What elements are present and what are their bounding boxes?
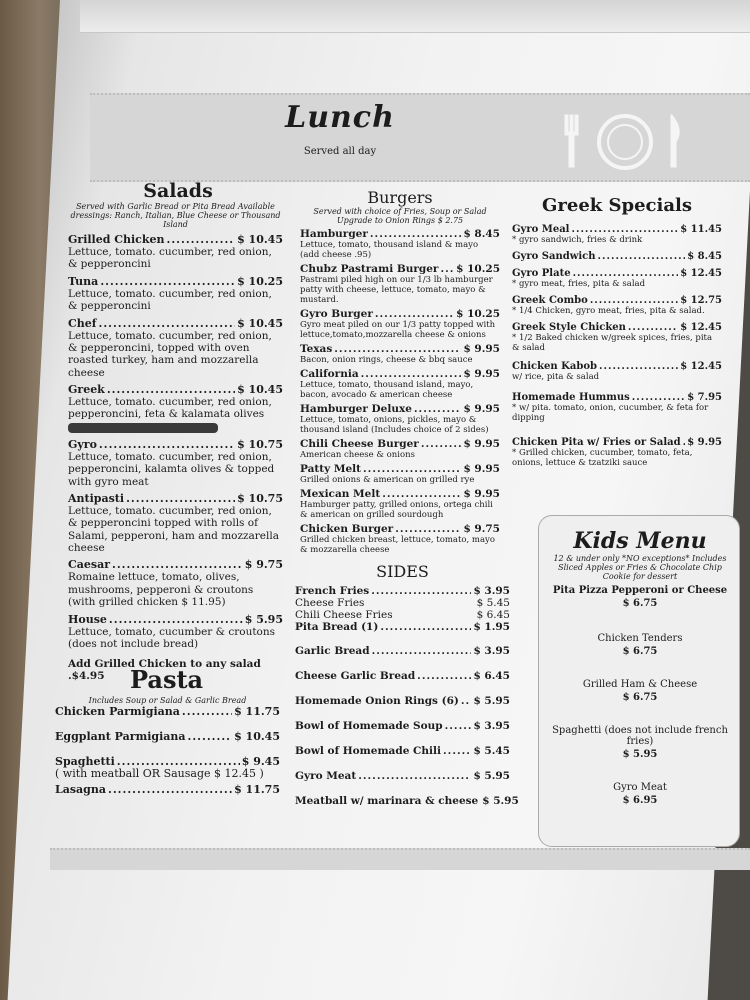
kids-item bbox=[545, 585, 735, 609]
item-description: Lettuce, tomato. cucumber, red onion, & pepperoncini topped with rolls of Salami, pepperoni, ham and mozzarella cheese bbox=[68, 504, 279, 554]
item-name: Homemade Hummus bbox=[512, 392, 630, 404]
side-price: $ 3.95 bbox=[473, 645, 510, 657]
dot-leader bbox=[361, 368, 462, 380]
item-price: $ 5.95 bbox=[244, 612, 283, 626]
dot-leader bbox=[358, 770, 471, 782]
dot-leader bbox=[628, 322, 678, 333]
menu-item bbox=[512, 295, 722, 316]
item-price: $ 9.95 bbox=[463, 438, 500, 451]
item-name: Greek bbox=[68, 383, 105, 396]
item-name: Chubz Pastrami Burger bbox=[300, 263, 439, 276]
item-description: Lettuce, tomato. cucumber, red onion, pepperoncini, kalamta olives & topped with gyro meat bbox=[68, 450, 275, 488]
menu-item bbox=[68, 233, 283, 271]
burgers-title: Burgers bbox=[367, 188, 433, 207]
menu-item bbox=[512, 268, 722, 289]
menu-item-row bbox=[68, 438, 283, 451]
item-name: Texas bbox=[300, 343, 333, 356]
menu-item bbox=[300, 228, 500, 260]
item-name: Patty Melt bbox=[300, 463, 362, 476]
side-name: Bowl of Homemade Chili bbox=[295, 745, 442, 757]
item-description: Bacon, onion rings, cheese & bbq sauce bbox=[300, 355, 473, 366]
item-name: Gyro bbox=[68, 437, 97, 451]
menu-item-row bbox=[512, 295, 722, 306]
side-name: French Fries bbox=[295, 585, 370, 597]
item-description: Gyro meat piled on our 1/3 patty topped with lettuce,tomato,mozzarella cheese & onions bbox=[300, 320, 496, 341]
item-name: Greek Combo bbox=[512, 295, 588, 307]
item-price: $ 10.45 bbox=[234, 730, 280, 743]
menu-item-row bbox=[300, 403, 500, 415]
item-description: w/ rice, pita & salad bbox=[512, 372, 600, 383]
item-price: $ 8.45 bbox=[463, 228, 500, 240]
kids-item-price: $ 6.75 bbox=[622, 646, 658, 657]
item-price: $ 9.95 bbox=[463, 463, 500, 476]
item-name: California bbox=[300, 368, 359, 381]
menu-item-row bbox=[55, 783, 280, 796]
menu-item-row bbox=[300, 438, 500, 450]
item-name: Antipasti bbox=[68, 491, 125, 505]
menu-item bbox=[68, 317, 283, 380]
pasta-section bbox=[55, 665, 280, 796]
item-description: Lettuce, tomato, cucumber & croutons (does not include bread) bbox=[68, 625, 276, 650]
menu-item-row bbox=[512, 437, 722, 448]
item-price: $ 11.75 bbox=[234, 782, 280, 796]
menu-item-row bbox=[512, 268, 722, 279]
item-price: $ 11.75 bbox=[234, 705, 280, 718]
side-price: $ 3.95 bbox=[473, 720, 510, 732]
side-row bbox=[295, 609, 510, 621]
menu-item-row bbox=[300, 263, 500, 275]
redacted-line bbox=[68, 421, 283, 434]
side-name: Cheese Garlic Bread bbox=[295, 670, 416, 682]
item-price: $ 10.75 bbox=[237, 437, 283, 451]
menu-item-row bbox=[68, 558, 283, 571]
menu-item bbox=[512, 251, 722, 262]
item-price: $ 10.25 bbox=[456, 308, 500, 321]
item-name: Greek Style Chicken bbox=[512, 322, 626, 334]
side-name: Homemade Onion Rings (6) bbox=[295, 695, 459, 707]
pasta-note: Includes Soup or Salad & Garlic Bread bbox=[88, 696, 247, 705]
item-price: $ 10.45 bbox=[237, 316, 283, 330]
menu-item-row bbox=[512, 392, 722, 403]
menu-item bbox=[512, 224, 722, 245]
dot-leader bbox=[417, 670, 471, 682]
kids-item-name: Grilled Ham & Cheese bbox=[582, 679, 698, 690]
item-price: $ 10.75 bbox=[237, 491, 283, 505]
side-row bbox=[295, 720, 510, 732]
side-name: Meatball w/ marinara & cheese bbox=[295, 795, 479, 807]
kids-item bbox=[545, 679, 735, 703]
menu-item-row bbox=[68, 492, 283, 505]
menu-item-row bbox=[300, 228, 500, 240]
item-price: $ 9.45 bbox=[241, 755, 280, 768]
dot-leader bbox=[445, 720, 472, 732]
item-description: American cheese & onions bbox=[300, 450, 415, 461]
side-price: $ 5.95 bbox=[473, 695, 510, 707]
menu-item bbox=[512, 322, 722, 353]
item-price: $ 8.45 bbox=[687, 251, 722, 263]
menu-item bbox=[300, 368, 500, 400]
item-name: Caesar bbox=[68, 558, 110, 572]
menu-item-row bbox=[512, 251, 722, 262]
dot-leader bbox=[112, 558, 243, 571]
side-price: $ 6.45 bbox=[473, 670, 510, 682]
side-row bbox=[295, 795, 519, 807]
item-name: Hamburger bbox=[300, 228, 368, 240]
item-description: Lettuce, tomato. cucumber, red onion, pepperoncini, feta & kalamata olives bbox=[68, 396, 272, 421]
dot-leader bbox=[109, 613, 243, 626]
kids-note: 12 & under only *NO exceptions* Includes Sliced Apples or Fries & Chocolate Chip Cookie for dessert bbox=[553, 554, 727, 581]
side-price: $ 1.95 bbox=[473, 621, 510, 633]
sides-title: SIDES bbox=[376, 562, 429, 581]
menu-item bbox=[512, 392, 722, 423]
dot-leader bbox=[598, 251, 686, 262]
menu-item-row bbox=[68, 613, 283, 626]
dot-leader bbox=[100, 275, 235, 288]
kids-item-name: Gyro Meat bbox=[613, 782, 667, 793]
paper-fold bbox=[80, 0, 750, 33]
item-name: Eggplant Parmigiana bbox=[55, 730, 186, 743]
menu-item bbox=[55, 730, 280, 743]
menu-item-row bbox=[300, 368, 500, 380]
menu-item bbox=[300, 263, 500, 305]
item-name: Gyro Sandwich bbox=[512, 251, 596, 263]
side-row bbox=[295, 695, 510, 707]
item-description: Grilled chicken breast, lettuce, tomato, mayo & mozzarella cheese bbox=[300, 535, 495, 556]
menu-item bbox=[512, 361, 722, 382]
dot-leader bbox=[108, 783, 232, 796]
side-price: $ 3.95 bbox=[473, 585, 510, 597]
page-subtitle: Served all day bbox=[303, 146, 377, 157]
menu-item-row bbox=[68, 317, 283, 330]
greek-section bbox=[512, 195, 722, 468]
burgers-section bbox=[300, 188, 500, 555]
menu-item bbox=[55, 783, 280, 796]
menu-item-row bbox=[300, 488, 500, 500]
kids-item bbox=[545, 782, 735, 806]
item-description: Grilled onions & american on grilled rye bbox=[300, 475, 475, 486]
menu-item-row bbox=[55, 730, 280, 743]
menu-item bbox=[55, 705, 280, 718]
item-price: $ 12.45 bbox=[680, 361, 722, 373]
kids-item bbox=[545, 725, 735, 760]
menu-item-row bbox=[55, 705, 280, 718]
item-price: $ 9.95 bbox=[463, 368, 500, 381]
sides-section bbox=[295, 562, 519, 807]
item-description: Pastrami piled high on our 1/3 lb hamburger patty with cheese, lettuce, tomato, mayo & mustard. bbox=[300, 275, 493, 306]
item-price: $ 9.75 bbox=[244, 558, 283, 572]
item-name: Spaghetti bbox=[55, 755, 115, 768]
dot-leader bbox=[683, 437, 686, 448]
item-name: Chicken Kabob bbox=[512, 361, 597, 373]
dot-leader bbox=[107, 383, 235, 396]
item-price: $ 10.25 bbox=[456, 263, 500, 276]
dot-leader bbox=[167, 233, 236, 246]
item-name: Mexican Melt bbox=[300, 488, 381, 501]
kids-item-price: $ 6.95 bbox=[622, 795, 658, 806]
menu-item bbox=[68, 492, 283, 555]
side-name: Pita Bread (1) bbox=[295, 621, 379, 633]
dot-leader bbox=[573, 268, 679, 279]
salad-addon: Add Grilled Chicken to any salad .$4.95 bbox=[68, 658, 261, 683]
item-name: Hamburger Deluxe bbox=[300, 403, 412, 416]
menu-item bbox=[68, 275, 283, 313]
item-price: $ 7.95 bbox=[687, 392, 722, 404]
dot-leader bbox=[370, 228, 462, 240]
kids-item-name: Chicken Tenders bbox=[597, 633, 683, 644]
salads-note: Served with Garlic Bread or Pita Bread Available dressings: Ranch, Italian, Blue Cheese or Thousand Island bbox=[70, 202, 281, 229]
dot-leader bbox=[363, 463, 461, 475]
side-price: $ 5.95 bbox=[473, 770, 510, 782]
item-price: $ 9.75 bbox=[463, 523, 500, 536]
item-description: Lettuce, tomato, thousand island & mayo (add cheese .95) bbox=[300, 240, 479, 261]
burgers-note: Served with choice of Fries, Soup or Salad Upgrade to Onion Rings $ 2.75 bbox=[313, 207, 487, 225]
menu-item-row bbox=[68, 275, 283, 288]
side-row bbox=[295, 770, 510, 782]
item-price: $ 9.95 bbox=[687, 437, 722, 449]
kids-item bbox=[545, 633, 735, 657]
item-description: Romaine lettuce, tomato, olives, mushrooms, pepperoni & croutons (with grilled chicken $ 11.95) bbox=[68, 571, 254, 609]
item-description: * Grilled chicken, cucumber, tomato, feta, onions, lettuce & tzatziki sauce bbox=[512, 448, 693, 469]
side-price: $ 5.95 bbox=[482, 795, 519, 807]
dot-leader bbox=[380, 621, 471, 633]
item-name: Chicken Parmigiana bbox=[55, 705, 180, 718]
menu-item-row bbox=[300, 308, 500, 320]
item-price: $ 9.95 bbox=[463, 403, 500, 416]
side-row bbox=[295, 670, 510, 682]
kids-item-price: $ 6.75 bbox=[622, 692, 658, 703]
kids-item-price: $ 6.75 bbox=[622, 598, 658, 609]
dot-leader bbox=[98, 317, 235, 330]
dot-leader bbox=[440, 263, 454, 275]
menu-item-row bbox=[68, 383, 283, 396]
side-name: Bowl of Homemade Soup bbox=[295, 720, 443, 732]
menu-item-row bbox=[512, 322, 722, 333]
item-description: ( with meatball OR Sausage $ 12.45 ) bbox=[55, 767, 264, 780]
side-price: $ 5.45 bbox=[476, 597, 510, 609]
item-name: Grilled Chicken bbox=[68, 233, 165, 246]
redaction-bar bbox=[68, 423, 218, 433]
dot-leader bbox=[334, 343, 461, 355]
dot-leader bbox=[414, 403, 462, 415]
menu-item bbox=[300, 438, 500, 460]
plate-cutlery-icon bbox=[560, 110, 690, 170]
page-title: Lunch bbox=[285, 100, 395, 135]
side-row bbox=[295, 597, 510, 609]
dot-leader bbox=[443, 745, 471, 757]
item-name: House bbox=[68, 612, 107, 626]
side-name: Chili Cheese Fries bbox=[295, 609, 393, 621]
item-price: $ 12.45 bbox=[680, 268, 722, 280]
item-description: * w/ pita. tomato, onion, cucumber, & feta for dipping bbox=[512, 403, 709, 424]
dot-leader bbox=[188, 730, 233, 743]
menu-item bbox=[300, 463, 500, 485]
menu-item bbox=[68, 438, 283, 488]
side-price: $ 5.45 bbox=[473, 745, 510, 757]
dot-leader bbox=[571, 224, 678, 235]
item-price: $ 9.95 bbox=[463, 343, 500, 356]
menu-item-row bbox=[300, 343, 500, 355]
item-description: * gyro meat, fries, pita & salad bbox=[512, 279, 646, 290]
item-price: $ 9.95 bbox=[463, 488, 500, 501]
kids-section bbox=[545, 528, 735, 806]
side-price: $ 6.45 bbox=[476, 609, 510, 621]
item-name: Chicken Pita w/ Fries or Salad bbox=[512, 437, 681, 449]
dot-leader bbox=[182, 705, 232, 718]
side-row bbox=[295, 645, 510, 657]
dot-leader bbox=[461, 695, 472, 707]
menu-item bbox=[68, 613, 283, 651]
item-price: $ 10.25 bbox=[237, 274, 283, 288]
item-price: $ 12.45 bbox=[680, 322, 722, 334]
menu-item bbox=[512, 437, 722, 468]
menu-item bbox=[300, 523, 500, 555]
item-description: Lettuce, tomato. cucumber, red onion, & pepperoncini bbox=[68, 246, 272, 271]
menu-item-row bbox=[512, 224, 722, 235]
item-description: Lettuce, tomato, onions, pickles, mayo & thousand island (Includes choice of 2 sides) bbox=[300, 415, 489, 436]
item-name: Chef bbox=[68, 316, 97, 330]
side-row bbox=[295, 585, 510, 597]
item-description: Hamburger patty, grilled onions, ortega chili & american on grilled sourdough bbox=[300, 500, 493, 521]
item-description: Lettuce, tomato. cucumber, red onion, & pepperoncini, topped with oven roasted turkey, ham and mozzarella cheese bbox=[68, 329, 272, 379]
menu-item-row bbox=[512, 361, 722, 372]
item-description: Lettuce, tomato, thousand island, mayo, bacon, avocado & american cheese bbox=[300, 380, 474, 401]
kids-item-name: Pita Pizza Pepperoni or Cheese bbox=[552, 585, 728, 596]
greek-title: Greek Specials bbox=[542, 195, 692, 216]
item-description: * 1/4 Chicken, gyro meat, fries, pita & salad. bbox=[512, 306, 705, 317]
dot-leader bbox=[395, 523, 461, 535]
dot-leader bbox=[126, 492, 235, 505]
menu-item-row bbox=[300, 463, 500, 475]
menu-item-row bbox=[68, 233, 283, 246]
dot-leader bbox=[99, 438, 235, 451]
menu-item bbox=[300, 308, 500, 340]
item-name: Gyro Burger bbox=[300, 308, 373, 321]
dot-leader bbox=[421, 438, 462, 450]
menu-item-row bbox=[300, 523, 500, 535]
kids-title: Kids Menu bbox=[573, 528, 707, 554]
dot-leader bbox=[375, 308, 454, 320]
menu-item bbox=[300, 403, 500, 435]
dot-leader bbox=[599, 361, 678, 372]
dot-leader bbox=[632, 392, 685, 403]
menu-item bbox=[68, 383, 283, 434]
item-name: Chili Cheese Burger bbox=[300, 438, 419, 451]
item-price: $ 10.45 bbox=[237, 383, 283, 396]
item-name: Tuna bbox=[68, 274, 99, 288]
item-description: * gyro sandwich, fries & drink bbox=[512, 235, 643, 245]
item-name: Chicken Burger bbox=[300, 523, 394, 536]
dot-leader bbox=[382, 488, 461, 500]
side-row bbox=[295, 621, 510, 633]
pasta-title: Pasta bbox=[130, 665, 204, 694]
salads-section bbox=[68, 180, 283, 682]
side-name: Cheese Fries bbox=[295, 597, 365, 609]
dot-leader bbox=[590, 295, 678, 306]
kids-item-price: $ 5.95 bbox=[622, 749, 658, 760]
item-name: Gyro Meal bbox=[512, 224, 570, 235]
kids-item-name: Spaghetti (does not include french fries) bbox=[552, 725, 728, 747]
menu-item bbox=[68, 558, 283, 608]
item-name: Gyro Plate bbox=[512, 268, 571, 280]
item-price: $ 12.75 bbox=[680, 295, 722, 307]
menu-item bbox=[55, 755, 280, 781]
side-name: Gyro Meat bbox=[295, 770, 357, 782]
menu-item bbox=[300, 488, 500, 520]
menu-item bbox=[300, 343, 500, 365]
item-description: Lettuce, tomato. cucumber, red onion, & pepperoncini bbox=[68, 287, 272, 313]
footer-band bbox=[50, 848, 750, 870]
item-price: $ 11.45 bbox=[680, 224, 722, 235]
dot-leader bbox=[371, 585, 471, 597]
item-price: $ 10.45 bbox=[237, 233, 283, 246]
side-name: Garlic Bread bbox=[295, 645, 370, 657]
item-name: Lasagna bbox=[55, 782, 106, 796]
salads-title: Salads bbox=[143, 180, 213, 202]
side-row bbox=[295, 745, 510, 757]
dot-leader bbox=[372, 645, 472, 657]
item-description: * 1/2 Baked chicken w/greek spices, fries, pita & salad bbox=[512, 333, 713, 354]
